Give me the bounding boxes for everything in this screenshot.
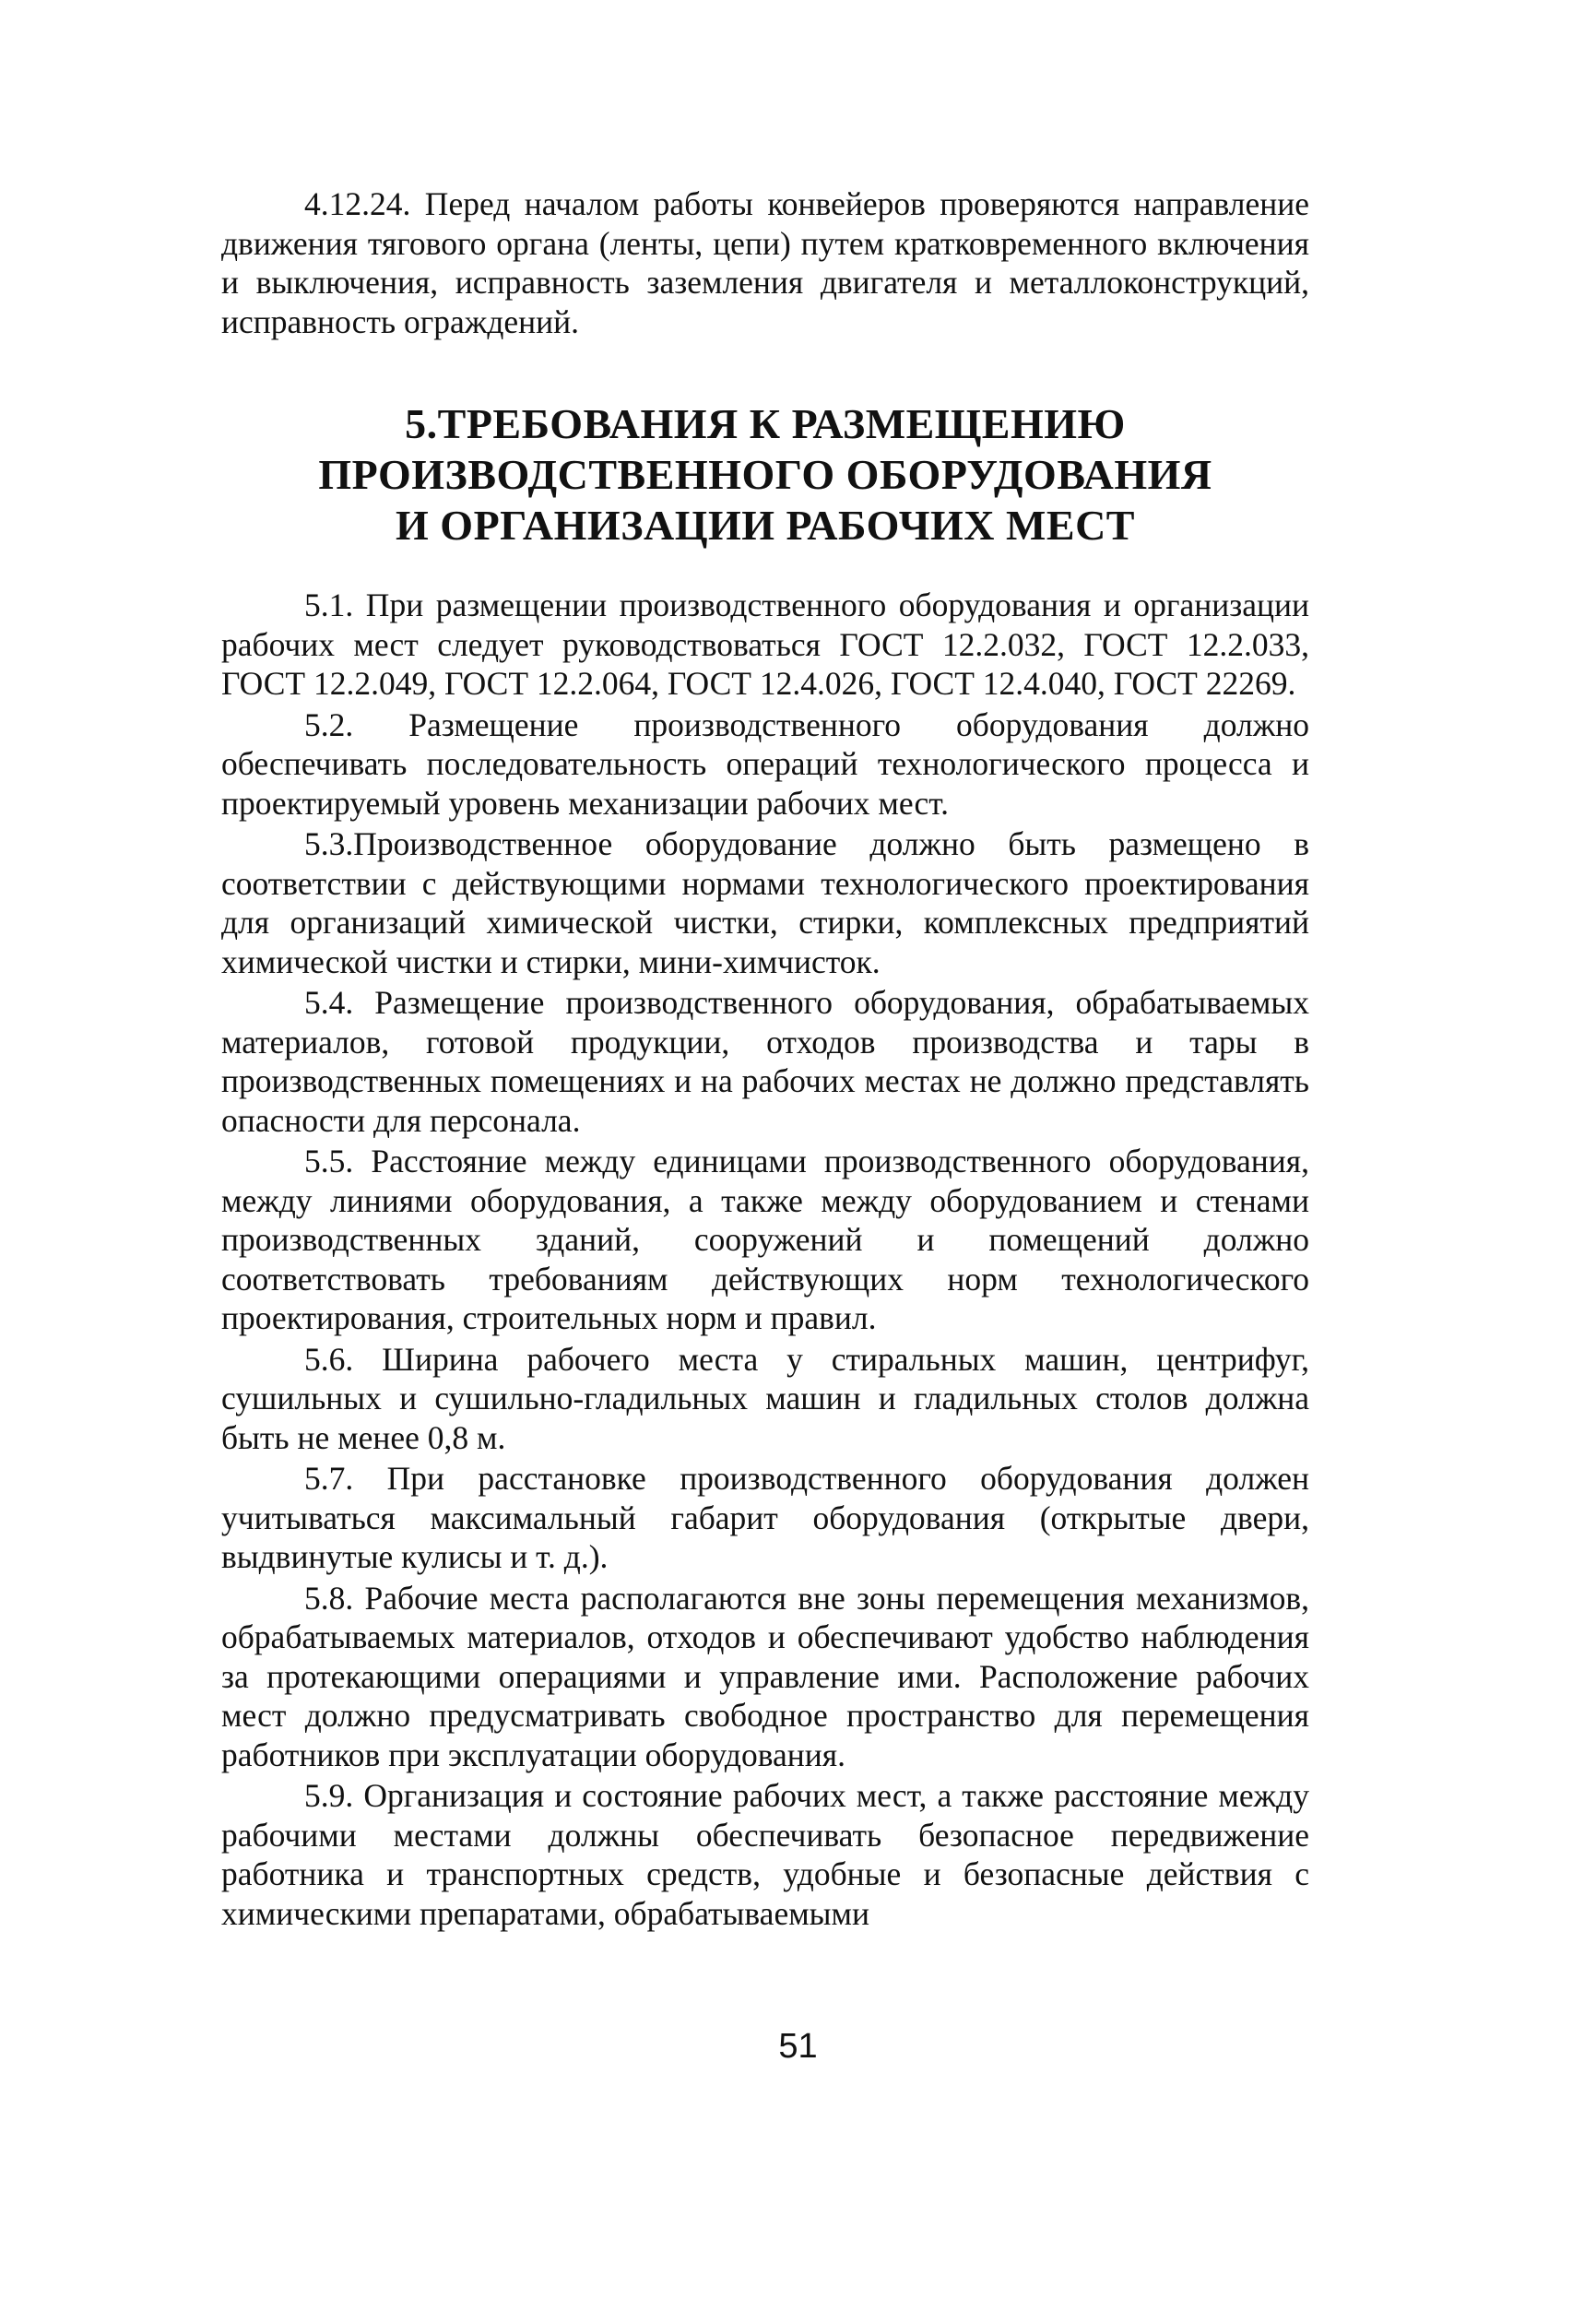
paragraph-4-12-24: 4.12.24. Перед началом работы конвейеров проверяются направление движения тягового органа (ленты, цепи) путем кратковременного включения и выключения, исправность заземления двигателя и металлоконструкций, исправность ограждений. — [221, 185, 1309, 340]
paragraph-5-2: 5.2. Размещение производственного оборудования должно обеспечивать последовательность операций технологического процесса и проектируемый уровень механизации рабочих мест. — [221, 705, 1309, 822]
section-title-line-2: ПРОИЗВОДСТВЕННОГО ОБОРУДОВАНИЯ — [318, 451, 1212, 498]
page-number: 51 — [778, 2027, 818, 2066]
document-page — [221, 184, 1309, 1933]
paragraph-5-9: 5.9. Организация и состояние рабочих мест, а также расстояние между рабочими местами должны обеспечивать безопасное передвижение работника и транспортных средств, удобные и безопасные действия с химическими препаратами, обрабатываемыми — [221, 1777, 1309, 1932]
paragraph-5-3: 5.3.Производственное оборудование должно быть размещено в соответствии с действующими нормами технологического проектирования для организаций химической чистки, стирки, комплексных предприятий химической чистки и стирки, мини-химчисток. — [221, 825, 1309, 980]
section-title — [221, 398, 1309, 551]
paragraph-5-8: 5.8. Рабочие места располагаются вне зоны перемещения механизмов, обрабатываемых материалов, отходов и обеспечивают удобство наблюдения за протекающими операциями и управление ими. Расположение рабочих мест должно предусматривать свободное пространство для перемещения работников при эксплуатации оборудования. — [221, 1579, 1309, 1773]
paragraph-5-7: 5.7. При расстановке производственного оборудования должен учитываться максимальный габарит оборудования (открытые двери, выдвинутые кулисы и т. д.). — [221, 1460, 1309, 1575]
paragraph-5-4: 5.4. Размещение производственного оборудования, обрабатываемых материалов, готовой продукции, отходов производства и тары в производственных помещениях и на рабочих местах не должно представлять опасности для персонала. — [221, 984, 1309, 1139]
paragraph-5-1: 5.1. При размещении производственного оборудования и организации рабочих мест следует руководствоваться ГОСТ 12.2.032, ГОСТ 12.2.033, ГОСТ 12.2.049, ГОСТ 12.2.064, ГОСТ 12.4.026, ГОСТ 12.4.040, ГОСТ 22269. — [221, 587, 1309, 702]
section-title-line-1: 5.ТРЕБОВАНИЯ К РАЗМЕЩЕНИЮ — [405, 400, 1126, 447]
section-title-line-3: И ОРГАНИЗАЦИИ РАБОЧИХ МЕСТ — [396, 502, 1135, 549]
paragraph-5-5: 5.5. Расстояние между единицами производственного оборудования, между линиями оборудования, а также между оборудованием и стенами производственных зданий, сооружений и помещений должно соответствовать требованиям действующих норм технологического проектирования, строительных норм и правил. — [221, 1143, 1309, 1336]
paragraph-5-6: 5.6. Ширина рабочего места у стиральных машин, центрифуг, сушильных и сушильно-гладильных машин и гладильных столов должна быть не менее 0,8 м. — [221, 1340, 1309, 1456]
